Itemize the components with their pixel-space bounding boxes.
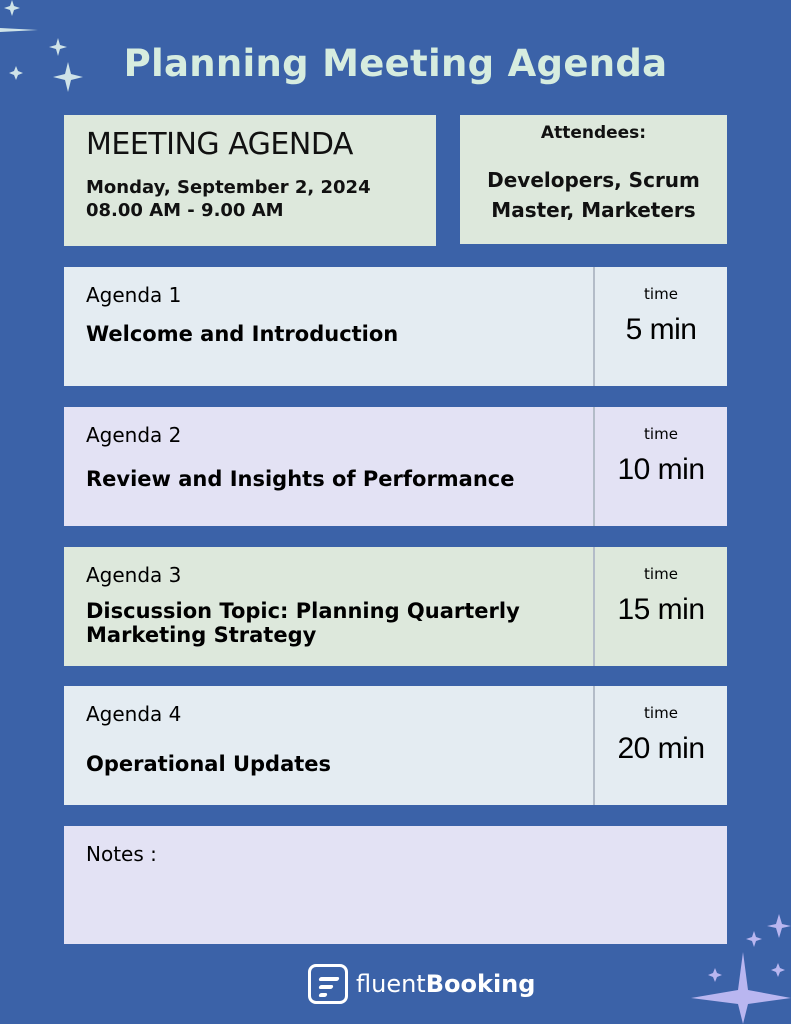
- agenda-item-2: [64, 407, 727, 526]
- logo-text-fluent: fluent: [356, 970, 426, 998]
- agenda-number: Agenda 3: [86, 563, 182, 587]
- calendar-icon: [308, 964, 348, 1004]
- agenda-item-4: [64, 686, 727, 805]
- agenda-item-1: [64, 267, 727, 386]
- time-label: time: [644, 285, 678, 303]
- agenda-duration: 5 min: [625, 313, 697, 346]
- time-label: time: [644, 565, 678, 583]
- meeting-date: Monday, September 2, 2024: [86, 177, 371, 198]
- time-label: time: [644, 704, 678, 722]
- agenda-topic: Welcome and Introduction: [86, 322, 399, 346]
- agenda-topic: Discussion Topic: Planning Quarterly Marketing Strategy: [86, 599, 520, 647]
- agenda-topic: Review and Insights of Performance: [86, 467, 515, 491]
- page-title: Planning Meeting Agenda: [123, 42, 668, 85]
- agenda-item-3: [64, 547, 727, 666]
- meeting-heading: MEETING AGENDA: [86, 127, 353, 162]
- attendees-card: [460, 115, 727, 244]
- agenda-duration: 20 min: [617, 732, 705, 765]
- agenda-duration: 10 min: [617, 453, 705, 486]
- agenda-number: Agenda 2: [86, 423, 182, 447]
- meeting-time-range: 08.00 AM - 9.00 AM: [86, 200, 284, 221]
- logo-text-booking: Booking: [425, 970, 536, 998]
- agenda-topic: Operational Updates: [86, 752, 332, 776]
- agenda-duration: 15 min: [617, 593, 705, 626]
- notes-box: [64, 826, 727, 944]
- attendees-label: Attendees:: [540, 123, 647, 143]
- time-label: time: [644, 425, 678, 443]
- notes-label: Notes :: [86, 842, 157, 866]
- agenda-number: Agenda 1: [86, 283, 182, 307]
- fluentbooking-logo: [308, 962, 535, 1006]
- meeting-info-card: [64, 115, 436, 246]
- agenda-number: Agenda 4: [86, 702, 182, 726]
- attendees-list: Developers, Scrum Master, Marketers: [487, 168, 700, 222]
